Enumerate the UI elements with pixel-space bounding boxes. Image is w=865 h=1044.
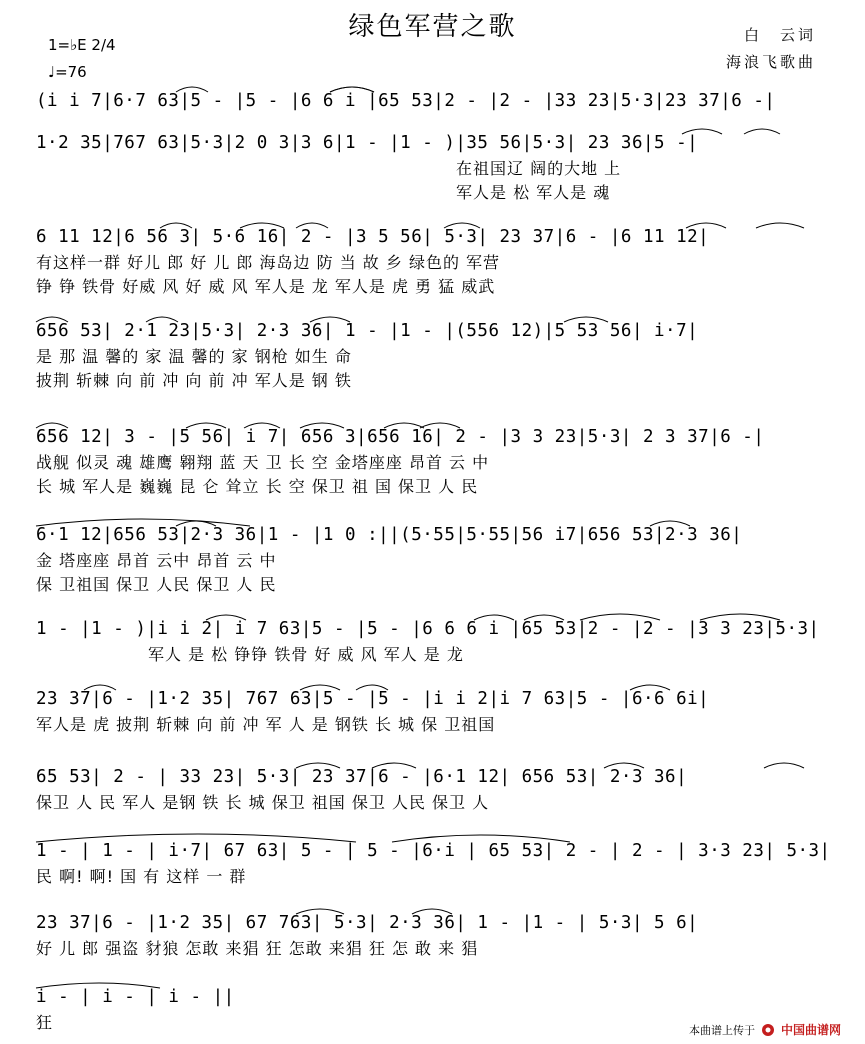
lyric-line: 保卫 人 民 军人 是钢 铁 长 城 保卫 祖国 保卫 人民 保卫 人 (36, 793, 490, 812)
notation-line: 65 53| 2 - | 33 23| 5·3| 23 37|6 - |6·1 12| 656 53| 2·3 36| (36, 767, 688, 787)
tempo-marking: ♩=76 (48, 63, 87, 81)
lyric-line: 金 塔座座 昂首 云中 昂首 云 中 (36, 551, 277, 570)
notation-line: i - | i - | i - || (36, 987, 235, 1007)
song-title: 绿色军营之歌 (348, 12, 517, 42)
notation-line: 23 37|6 - |1·2 35| 67 763| 5·3| 2·3 36| 1 - |1 - | 5·3| 5 6| (36, 913, 699, 933)
lyric-line: 好 儿 郎 强盗 豺狼 怎敢 来猖 狂 怎敢 来猖 狂 怎 敢 来 猖 (36, 939, 479, 958)
lyric-line: 长 城 军人是 巍巍 昆 仑 耸立 长 空 保卫 祖 国 保卫 人 民 (36, 477, 479, 496)
lyric-line: 披荆 斩棘 向 前 冲 向 前 冲 军人是 钢 铁 (36, 371, 352, 390)
site-logo-icon (761, 1023, 775, 1037)
lyric-line: 军人 是 松 铮铮 铁骨 好 威 风 军人 是 龙 (148, 645, 464, 664)
lyric-line: 在祖国辽 阔的大地 上 (456, 159, 622, 178)
lyric-line: 有这样一群 好儿 郎 好 儿 郎 海岛边 防 当 故 乡 绿色的 军营 (36, 253, 501, 272)
lyric-line: 军人是 松 军人是 魂 (456, 183, 611, 202)
notation-line: 1·2 35|767 63|5·3|2 0 3|3 6|1 - |1 - )|35 56|5·3| 23 36|5 -| (36, 133, 699, 153)
notation-line: 23 37|6 - |1·2 35| 767 63|5 - |5 - |i i 2|i 7 63|5 - |6·6 6i| (36, 689, 710, 709)
composer-credit: 海浪飞歌曲 (725, 53, 816, 71)
lyric-line: 是 那 温 馨的 家 温 馨的 家 钢枪 如生 命 (36, 347, 352, 366)
lyric-line: 民 啊! 啊! 国 有 这样 一 群 (36, 867, 247, 886)
notation-line: 1 - |1 - )|i i 2| i 7 63|5 - |5 - |6 6 6 i |65 53|2 - |2 - |3 3 23|5·3| (36, 619, 820, 639)
footer-text: 本曲谱上传于 (688, 1023, 755, 1037)
lyric-line: 铮 铮 铁骨 好威 风 好 威 风 军人是 龙 军人是 虎 勇 猛 威武 (36, 277, 496, 296)
footer (689, 1021, 841, 1038)
lyric-line: 狂 (36, 1013, 54, 1032)
key-signature: 1=♭E 2/4 (48, 36, 116, 54)
notation-line: (i i 7|6·7 63|5 - |5 - |6 6 i |65 53|2 - |2 - |33 23|5·3|23 37|6 -| (36, 91, 776, 111)
notation-line: 6·1 12|656 53|2·3 36|1 - |1 0 :||(5·55|5·55|56 i7|656 53|2·3 36| (36, 525, 743, 545)
lyric-line: 战舰 似灵 魂 雄鹰 翱翔 蓝 天 卫 长 空 金塔座座 昂首 云 中 (36, 453, 490, 472)
notation-line: 1 - | 1 - | i·7| 67 63| 5 - | 5 - |6·i | 65 53| 2 - | 2 - | 3·3 23| 5·3| (36, 841, 831, 861)
lyric-line: 保 卫祖国 保卫 人民 保卫 人 民 (36, 575, 277, 594)
lyric-line: 军人是 虎 披荆 斩棘 向 前 冲 军 人 是 钢铁 长 城 保 卫祖国 (36, 715, 496, 734)
notation-line: 6 11 12|6 56 3| 5·6 16| 2 - |3 5 56| 5·3| 23 37|6 - |6 11 12| (36, 227, 710, 247)
notation-line: 656 12| 3 - |5 56| i 7| 656 3|656 16| 2 - |3 3 23|5·3| 2 3 37|6 -| (36, 427, 765, 447)
lyricist-credit: 白 云词 (743, 26, 816, 44)
footer-brand[interactable]: 中国曲谱网 (780, 1023, 841, 1037)
notation-line: 656 53| 2·1 23|5·3| 2·3 36| 1 - |1 - |(556 12)|5 53 56| i·7| (36, 321, 699, 341)
